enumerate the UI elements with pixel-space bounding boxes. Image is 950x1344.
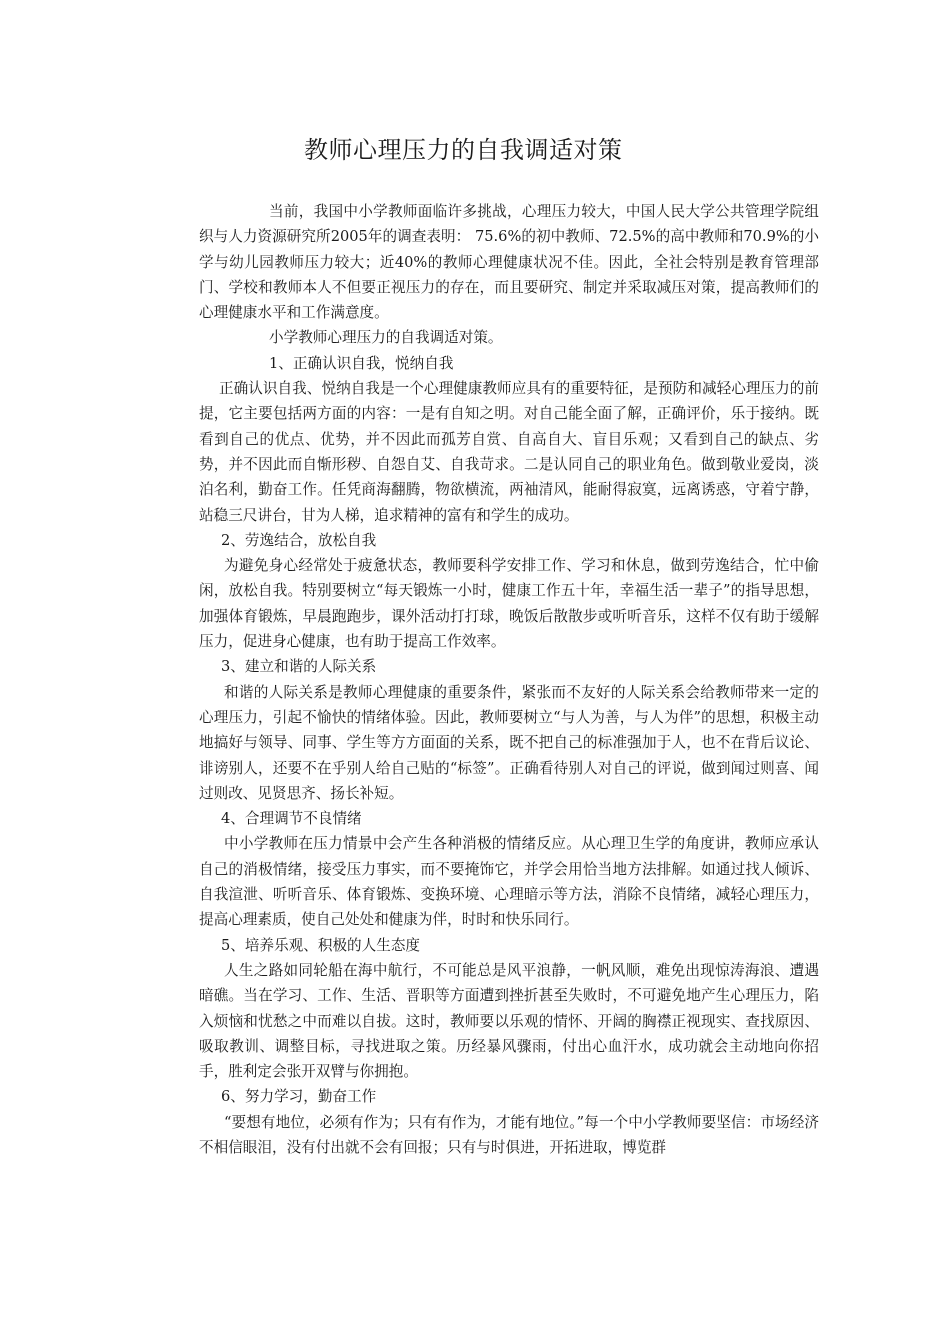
- section-heading-1: 1、正确认识自我，悦纳自我: [269, 354, 454, 372]
- intro-paragraph: 当前，我国中小学教师面临许多挑战，心理压力较大，中国人民大学公共管理学院组织与人力资源研究所2005年的调查表明： 75.6%的初中教师、72.5%的高中教师和70.9%的小学与幼儿园教师压力较大；近40%的教师心理健康状况不佳。因此，全社会特别是教育管理部门、学校和教师本人不但要正视压力的存在，而且要研究、制定并采取减压对策，提高教师们的心理健康水平和工作满意度。: [199, 203, 819, 322]
- section-body-5: 人生之路如同轮船在海中航行，不可能总是风平浪静，一帆风顺，难免出现惊涛海浪、遭遇暗礁。当在学习、工作、生活、晋职等方面遭到挫折甚至失败时，不可避免地产生心理压力，陷入烦恼和忧愁之中而难以自拔。这时，教师要以乐观的情怀、开阔的胸襟正视现实、查找原因、吸取教训、调整目标，寻找进取之策。历经暴风骤雨，付出心血汗水，成功就会主动地向你招手，胜利定会张开双臂与你拥抱。: [199, 961, 819, 1081]
- section-intro-line: 小学教师心理压力的自我调适对策。: [269, 329, 503, 347]
- section-body-1: 正确认识自我、悦纳自我是一个心理健康教师应具有的重要特征，是预防和减轻心理压力的前提，它主要包括两方面的内容：一是有自知之明。对自己能全面了解，正确评价，乐于接纳。既看到自己的优点、优势，并不因此而孤芳自赏、自高自大、盲目乐观；又看到自己的缺点、劣势，并不因此而自惭形秽、自怨自艾、自我苛求。二是认同自己的职业角色。做到敬业爱岗，淡泊名利，勤奋工作。任凭商海翻腾，物欲横流，两袖清风，能耐得寂寞，远离诱惑，守着宁静，站稳三尺讲台，甘为人梯，追求精神的富有和学生的成功。: [199, 380, 819, 524]
- document-body: [199, 199, 819, 1160]
- section-heading-2: 2、劳逸结合，放松自我: [221, 531, 377, 549]
- section-heading-3: 3、建立和谐的人际关系: [221, 658, 377, 676]
- section-body-2: 为避免身心经常处于疲惫状态，教师要科学安排工作、学习和休息，做到劳逸结合，忙中偷闲，放松自我。特别要树立“每天锻炼一小时，健康工作五十年，幸福生活一辈子”的指导思想，加强体育锻炼，早晨跑跑步，课外活动打打球，晚饭后散散步或听听音乐，这样不仅有助于缓解压力，促进身心健康，也有助于提高工作效率。: [199, 557, 819, 651]
- section-body-6: “要想有地位，必须有作为；只有有作为，才能有地位。”每一个中小学教师要坚信：市场经济不相信眼泪，没有付出就不会有回报；只有与时俱进，开拓进取，博览群: [199, 1113, 819, 1156]
- document-title: 教师心理压力的自我调适对策: [304, 136, 623, 164]
- section-body-3: 和谐的人际关系是教师心理健康的重要条件，紧张而不友好的人际关系会给教师带来一定的心理压力，引起不愉快的情绪体验。因此，教师要树立“与人为善，与人为伴”的思想，积极主动地搞好与领导、同事、学生等方方面面的关系，既不把自己的标准强加于人，也不在背后议论、诽谤别人，还要不在乎别人给自己贴的“标签”。正确看待别人对自己的评说，做到闻过则喜、闻过则改、见贤思齐、扬长补短。: [199, 683, 819, 802]
- section-heading-5: 5、培养乐观、积极的人生态度: [221, 936, 421, 954]
- section-heading-6: 6、努力学习，勤奋工作: [221, 1088, 377, 1106]
- section-body-4: 中小学教师在压力情景中会产生各种消极的情绪反应。从心理卫生学的角度讲，教师应承认自己的消极情绪，接受压力事实，而不要掩饰它，并学会用恰当地方法排解。如通过找人倾诉、自我渲泄、听听音乐、体育锻炼、变换环境、心理暗示等方法，消除不良情绪，减轻心理压力，提高心理素质，使自己处处和健康为伴，时时和快乐同行。: [199, 835, 819, 929]
- section-heading-4: 4、合理调节不良情绪: [221, 810, 362, 828]
